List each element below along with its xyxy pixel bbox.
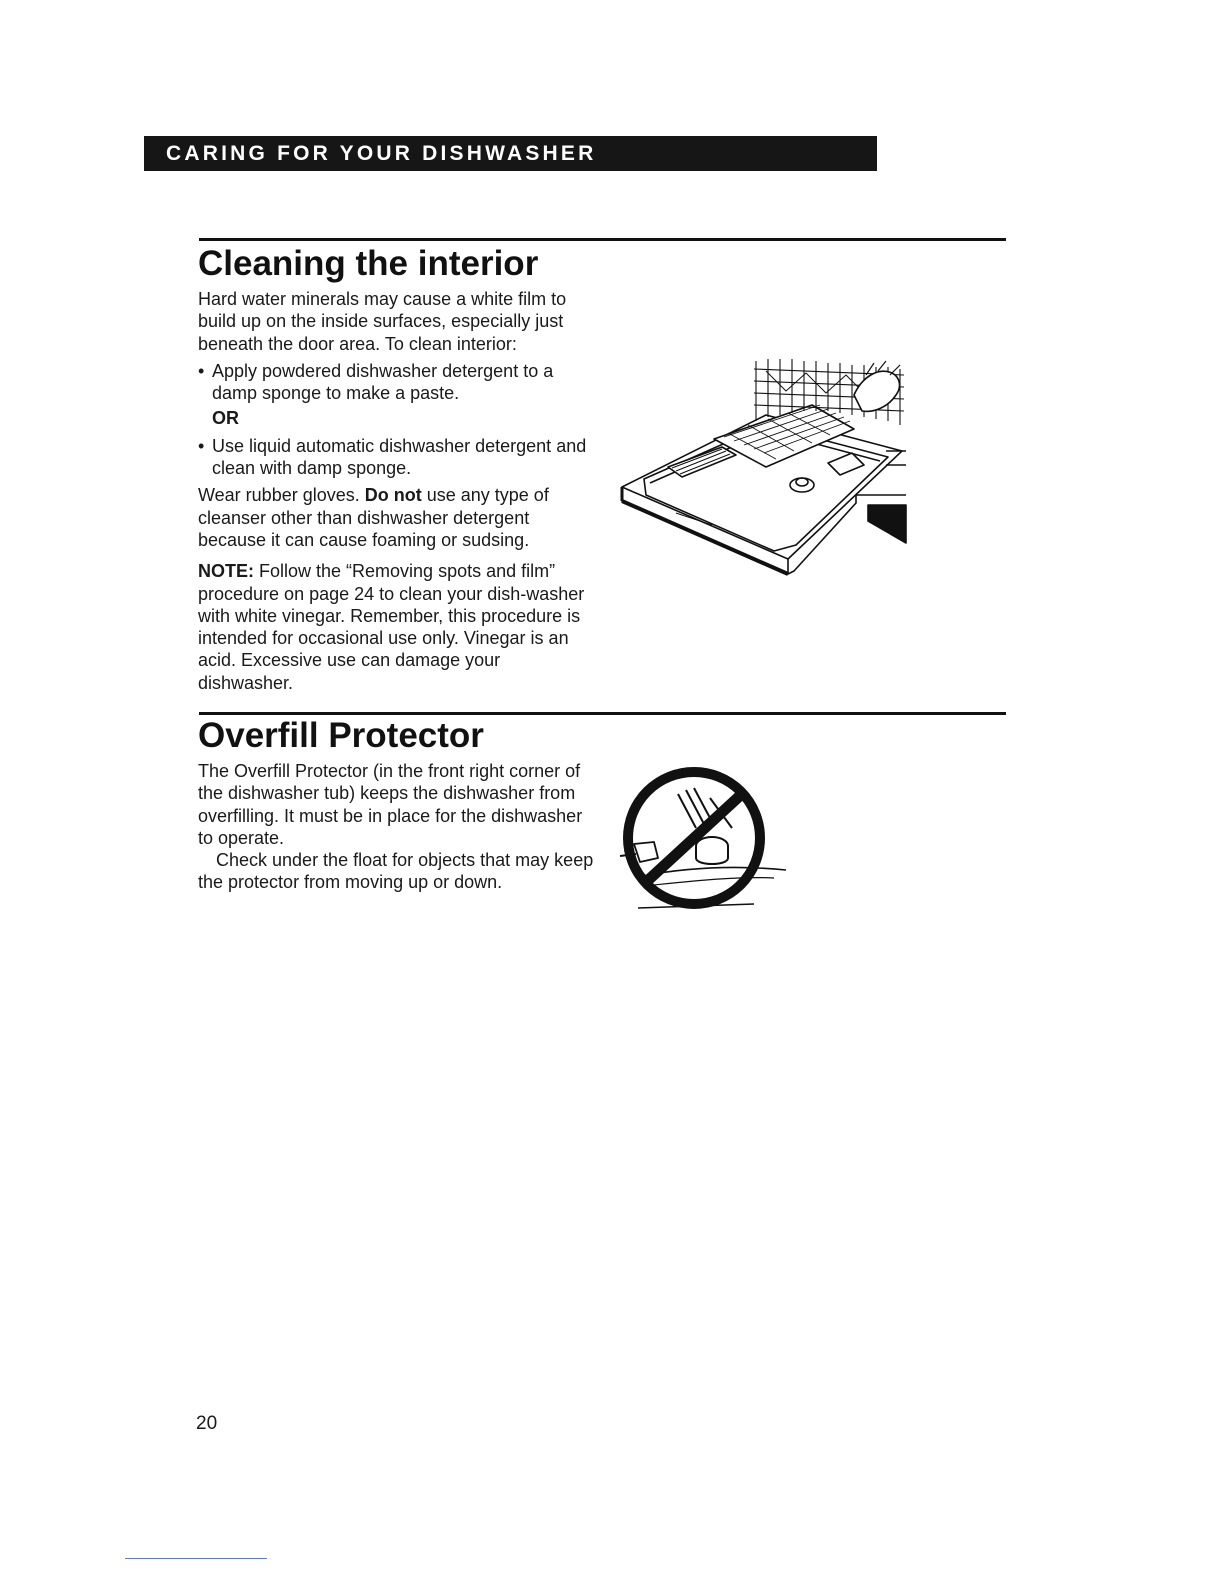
cleaning-title: Cleaning the interior [198,244,539,283]
overfill-para-1: The Overfill Protector (in the front right corner of the dishwasher tub) keeps the dishwasher from overfilling. It must be in place for the dishwasher to operate. [198,761,583,848]
cleaning-bullet-1-text: Apply powdered dishwasher detergent to a damp sponge to make a paste. [212,360,554,404]
overfill-title: Overfill Protector [198,716,484,755]
cleaning-body [198,288,598,694]
section-rule-cleaning [199,238,1006,241]
overfill-body [198,760,598,894]
cleaning-note-text: Follow the “Removing spots and film” procedure on page 24 to clean your dish-washer with white vinegar. Remember, this procedure is intended for occasional use only. Vinegar is an acid. Excessive use can damage your dishwasher. [198,561,585,693]
cleaning-or-label: OR [212,408,239,429]
cleaning-note-label: NOTE: [198,561,254,582]
cleaning-warning-bold: Do not [364,485,422,506]
footer-divider [125,1558,267,1559]
cleaning-bullet-2 [198,435,598,480]
cleaning-bullet-1 [198,360,598,405]
cleaning-note [198,560,598,694]
cleaning-intro: Hard water minerals may cause a white film to build up on the inside surfaces, especially just beneath the door area. To clean interior: [198,289,567,354]
bullet-glyph: • [198,435,205,456]
section-header-bar [144,136,877,171]
bullet-glyph: • [198,360,205,381]
cleaning-warning-pre: Wear rubber gloves. [198,485,365,506]
cleaning-warning-post: use any type of cleanser other than dishwasher detergent because it can cause foaming or sudsing. [198,485,549,550]
section-rule-overfill [199,712,1006,715]
cleaning-bullet-2-text: Use liquid automatic dishwasher detergent and clean with damp sponge. [212,435,587,479]
section-header-label: CARING FOR YOUR DISHWASHER [166,141,597,165]
cleaning-warning [198,484,598,551]
page-number: 20 [196,1413,218,1434]
overfill-protector-illustration [614,758,790,914]
overfill-para-2: Check under the float for objects that may keep the protector from moving up or down. [198,850,594,893]
dishwasher-open-door-illustration [616,355,908,577]
